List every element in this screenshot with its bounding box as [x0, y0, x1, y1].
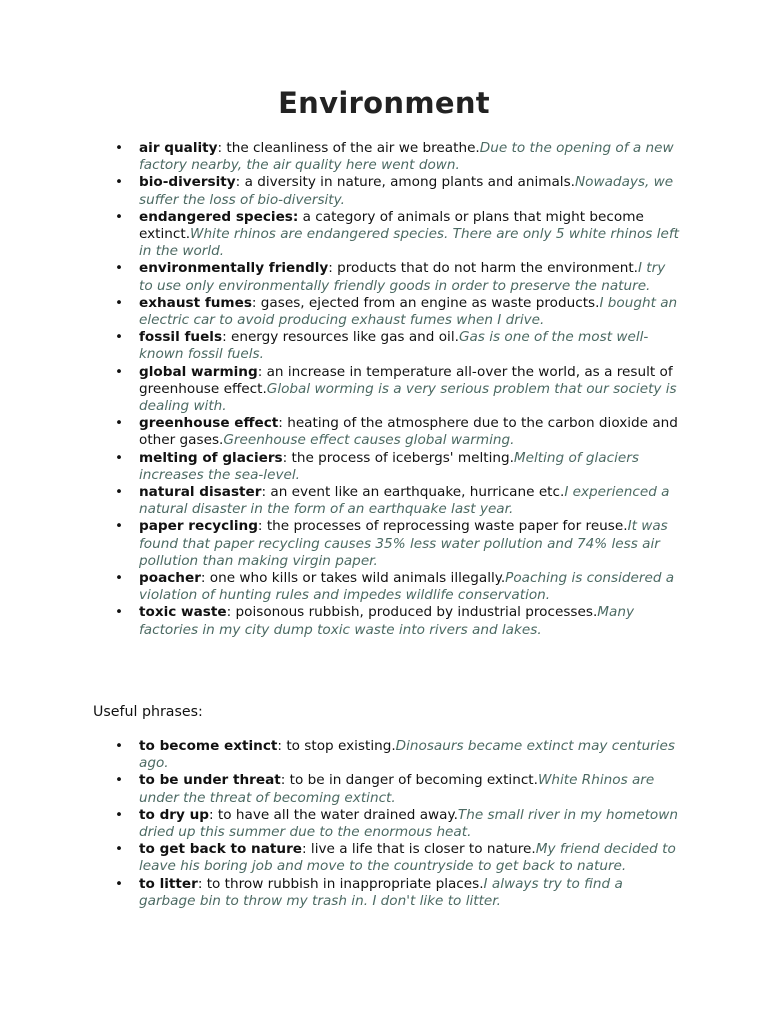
definition: : live a life that is closer to nature.: [302, 841, 536, 858]
term: to dry up: [139, 806, 210, 823]
list-item: [139, 140, 679, 174]
phrases-list: [0, 738, 768, 910]
term: natural disaster: [139, 484, 262, 501]
example: Greenhouse effect causes global warming.: [223, 432, 515, 449]
term: paper recycling: [139, 518, 258, 535]
page-title: Environment: [278, 86, 490, 120]
list-item: [139, 484, 679, 518]
example: I experienced a natural disaster in the form of an earthquake last year.: [139, 484, 670, 518]
definition: : to stop existing.: [277, 738, 396, 754]
term: bio-diversity: [139, 174, 236, 191]
list-item: [139, 260, 679, 294]
example: Due to the opening of a new factory nearby, the air quality here went down.: [139, 140, 674, 174]
terms-list: [0, 140, 768, 639]
definition: : the cleanliness of the air we breathe.: [217, 140, 480, 156]
term: global warming: [139, 363, 258, 380]
definition: : energy resources like gas and oil.: [222, 329, 459, 346]
list-item: [139, 209, 679, 261]
example: Many factories in my city dump toxic waste into rivers and lakes.: [139, 604, 635, 638]
term: to get back to nature: [139, 841, 303, 858]
term: melting of glaciers: [139, 449, 283, 466]
list-item: [139, 841, 679, 875]
definition: : gases, ejected from an engine as waste products.: [251, 294, 600, 311]
list-item: [139, 174, 679, 208]
list-item: [139, 738, 679, 772]
list-item: [139, 364, 679, 416]
list-item: [139, 772, 679, 806]
definition: : an event like an earthquake, hurricane etc.: [261, 484, 565, 501]
term: to become extinct: [139, 738, 278, 754]
term: greenhouse effect: [139, 415, 279, 432]
list-item: [139, 329, 679, 363]
list-item: [139, 876, 679, 910]
list-item: [139, 570, 679, 604]
term: exhaust fumes: [139, 294, 252, 311]
example: I bought an electric car to avoid producing exhaust fumes when I drive.: [139, 294, 678, 329]
example: I always try to find a garbage bin to throw my trash in. I don't like to litter.: [139, 875, 623, 909]
example: Dinosaurs became extinct may centuries ago.: [139, 738, 675, 772]
example: Global worming is a very serious problem that our society is dealing with.: [139, 380, 677, 415]
example: It was found that paper recycling causes 35% less water pollution and 74% less air pollution than making virgin paper.: [139, 518, 668, 569]
definition: : an increase in temperature all-over the world, as a result of greenhouse effect.: [139, 363, 673, 397]
definition: : to throw rubbish in inappropriate places.: [197, 875, 484, 892]
example: My friend decided to leave his boring job and move to the countryside to get back to nature.: [139, 841, 676, 875]
definition: : poisonous rubbish, produced by industrial processes.: [226, 604, 598, 621]
list-item: [139, 450, 679, 484]
list-item: [139, 295, 679, 329]
example: Nowadays, we suffer the loss of bio-diversity.: [139, 174, 674, 208]
example: Poaching is considered a violation of hunting rules and impedes wildlife conservation.: [139, 570, 675, 604]
term: to be under threat: [139, 772, 281, 789]
term: endangered species:: [139, 208, 299, 225]
term: environmentally friendly: [139, 260, 329, 277]
list-item: [139, 518, 679, 570]
example: Melting of glaciers increases the sea-level.: [139, 449, 639, 483]
definition: : to be in danger of becoming extinct.: [280, 772, 538, 789]
example: I try to use only environmentally friendly goods in order to preserve the nature.: [139, 260, 666, 294]
definition: : to have all the water drained away.: [209, 806, 458, 823]
example: White Rhinos are under the threat of becoming extinct.: [139, 772, 655, 806]
list-item: [139, 807, 679, 841]
term: to litter: [139, 875, 198, 892]
definition: : the processes of reprocessing waste paper for reuse.: [257, 518, 628, 535]
example: Gas is one of the most well-known fossil fuels.: [139, 329, 649, 363]
list-item: [139, 604, 679, 638]
definition: : the process of icebergs' melting.: [282, 449, 514, 466]
term: poacher: [139, 570, 201, 587]
term: fossil fuels: [139, 329, 223, 346]
definition: a category of animals or plans that might become extinct.: [139, 208, 644, 243]
definition: : products that do not harm the environment.: [328, 260, 638, 277]
definition: : heating of the atmosphere due to the carbon dioxide and other gases.: [139, 415, 678, 449]
example: White rhinos are endangered species. There are only 5 white rhinos left in the world.: [139, 226, 679, 260]
term: toxic waste: [139, 604, 227, 621]
useful-phrases-heading: Useful phrases:: [93, 704, 203, 720]
term: air quality: [139, 140, 218, 156]
definition: : a diversity in nature, among plants and animals.: [235, 174, 575, 191]
example: The small river in my hometown dried up this summer due to the enormous heat.: [139, 806, 678, 841]
list-item: [139, 415, 679, 449]
definition: : one who kills or takes wild animals illegally.: [200, 570, 506, 587]
